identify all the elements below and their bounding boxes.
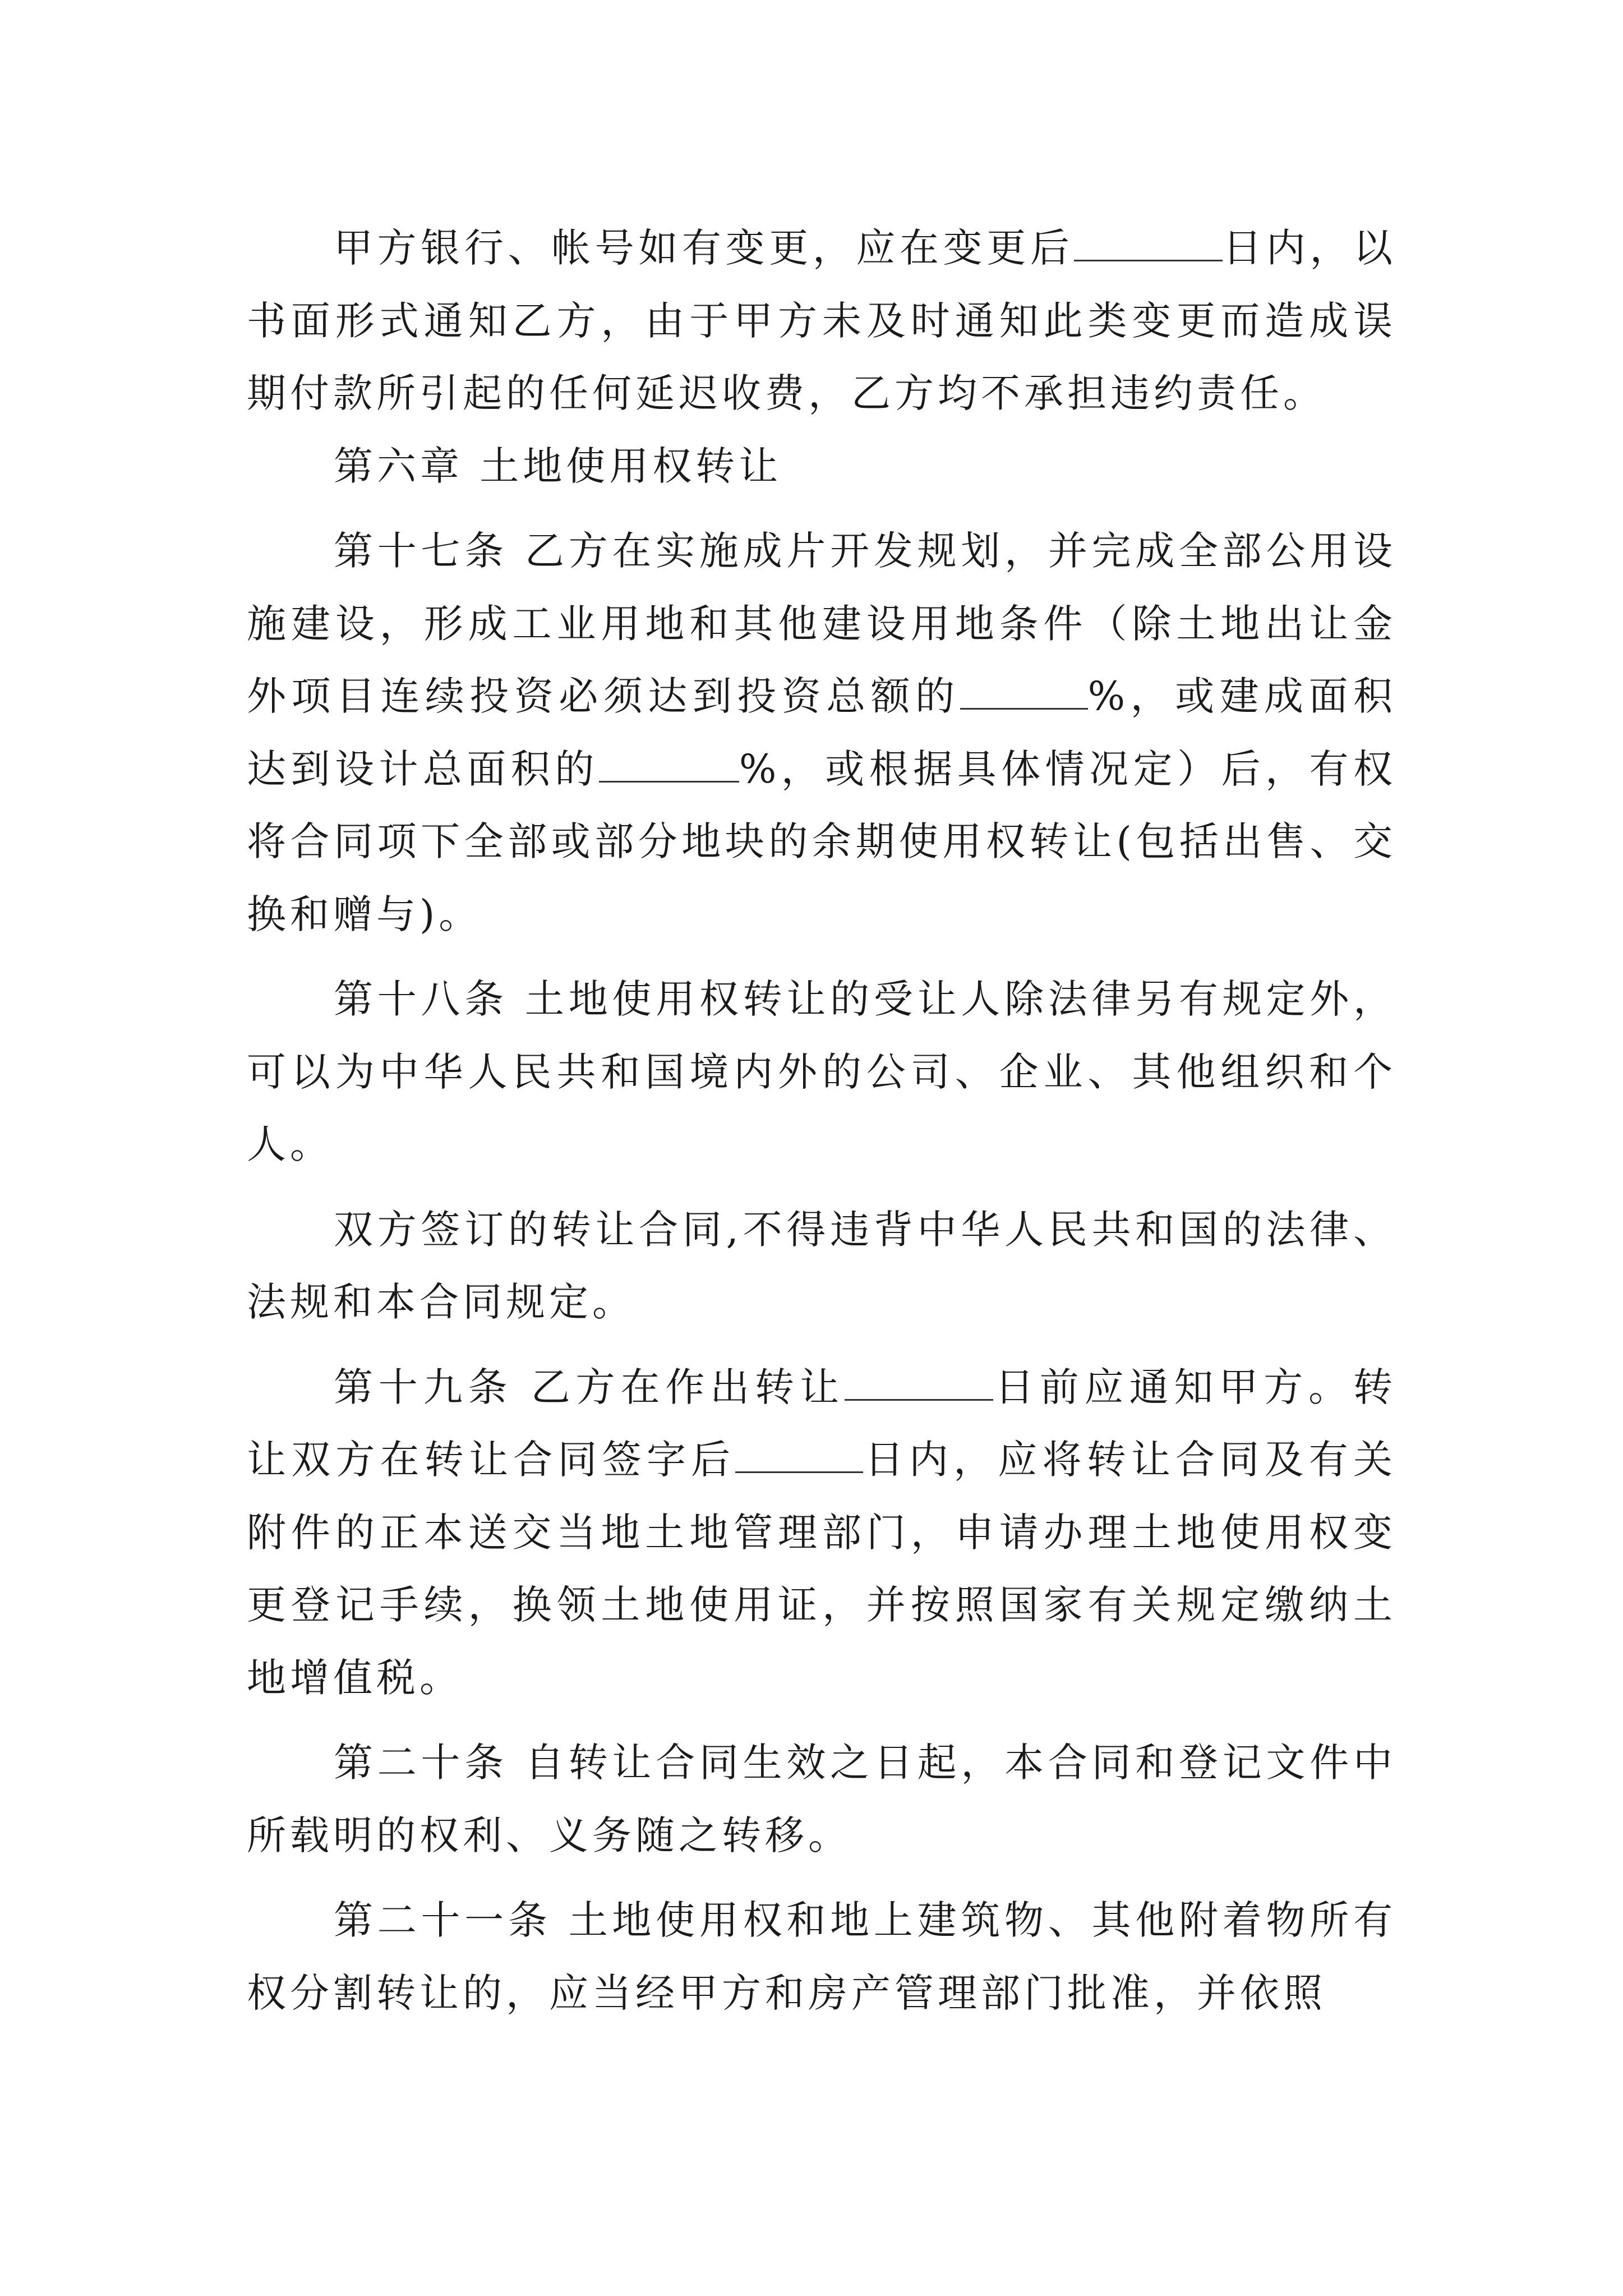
text-segment: 双方签订的转让合同,不得违背中华人民共和国的法律、法规和本合同规定。: [247, 1206, 1396, 1325]
blank-area-percent: [599, 746, 739, 783]
blank-days-after-signing: [735, 1437, 863, 1473]
document-body: [247, 212, 1396, 2030]
blank-days-before-transfer: [845, 1364, 993, 1401]
text-segment: 第二十条 自转让合同生效之日起，本合同和登记文件中所载明的权利、义务随之转移。: [247, 1740, 1396, 1858]
article-20: [247, 1727, 1396, 1872]
chapter-title-text: 第六章 土地使用权转让: [334, 443, 782, 489]
text-segment: 日内，应将转让合同及有关附件的正本送交当地土地管理部门，申请办理土地使用权变更登记手续，换领土地使用证，并按照国家有关规定缴纳土地增值税。: [247, 1437, 1396, 1701]
text-segment: 日前应通知甲方。转让双方在转让合同签字后: [247, 1364, 1396, 1483]
text-segment: 第十九条 乙方在作出转让: [334, 1364, 845, 1410]
text-segment: 甲方银行、帐号如有变更，应在变更后: [334, 225, 1074, 271]
blank-days-notice: [1074, 225, 1223, 261]
text-segment: 第二十一条 土地使用权和地上建筑物、其他附着物所有权分割转让的，应当经甲方和房产管理部门批准，并依照: [247, 1897, 1396, 2016]
blank-investment-percent: [960, 673, 1088, 710]
text-segment: 日内，以书面形式通知乙方，由于甲方未及时通知此类变更而造成误期付款所引起的任何延迟收费，乙方均不承担违约责任。: [247, 225, 1397, 416]
article-18: [247, 963, 1396, 1181]
text-segment: 第十七条 乙方在实施成片开发规划，并完成全部公用设施建设，形成工业用地和其他建设用地条件（除土地出让金外项目连续投资必须达到投资总额的: [247, 528, 1396, 719]
paragraph-bank-account-change: [247, 212, 1396, 430]
chapter-title: [247, 430, 1396, 503]
text-segment: %，或根据具体情况定）后，有权将合同项下全部或部分地块的余期使用权转让(包括出售、交换和赠与)。: [247, 746, 1396, 937]
article-21: [247, 1884, 1396, 2030]
text-segment: %，或建成面积达到设计总面积的: [247, 673, 1396, 792]
text-segment: 第十八条 土地使用权转让的受让人除法律另有规定外，可以为中华人民共和国境内外的公司、企业、其他组织和个人。: [247, 976, 1396, 1167]
article-19: [247, 1351, 1396, 1715]
article-17: [247, 515, 1396, 951]
article-18-paragraph-2: [247, 1194, 1396, 1339]
